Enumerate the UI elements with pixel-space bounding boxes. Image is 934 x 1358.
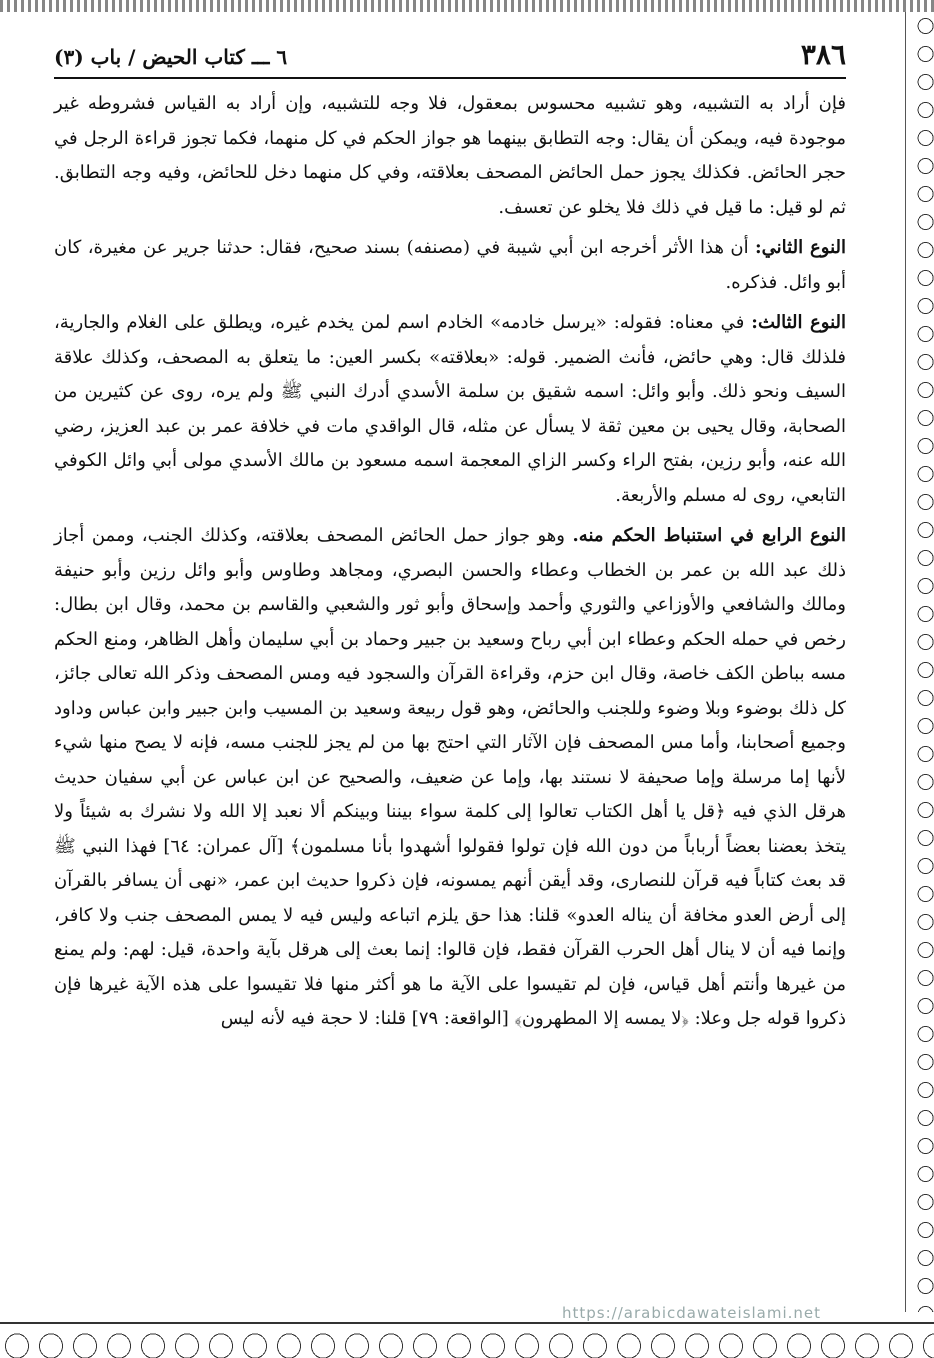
page-body bbox=[54, 38, 846, 1043]
watermark-url: https://arabicdawateislami.net bbox=[562, 1304, 822, 1322]
top-decorative-border bbox=[0, 0, 934, 12]
paragraph-text: في معناه: فقوله: «يرسل خادمه» الخادم اسم لمن يخدم غيره، ويطلق على الغلام والجارية، فلذلك قال: وهي حائض، فأنث الضمير. قوله: «بعلاقته» بكسر العين: ما يتعلق به المصحف، وكذلك علاقة السيف ونحو ذلك. وأبو وائل: اسمه شقيق بن سلمة الأسدي أدرك النبي ﷺ ولم يره، روى عن كثيرين من الصحابة، وقال يحيى بن معين ثقة لا يسأل عن مثله، قال الواقدي مات في خلافة عمر بن عبد العزيز، رضي الله عنه، وأبو رزين، بفتح الراء وكسر الزاي المعجمة اسمه مسعود بن مالك الأسدي مولى أبي وائل الكوفي التابعي، روى له مسلم والأربعة. bbox=[54, 312, 846, 506]
bottom-decorative-border bbox=[0, 1322, 934, 1358]
paragraph-text: فإن أراد به التشبيه، وهو تشبيه محسوس بمعقول، فلا وجه للتشبيه، وإن أراد به القياس فشروطه غير موجودة فيه، ويمكن أن يقال: وجه التطابق بينهما هو جواز الحكم في كل منهما، فكما تجوز قراءة الرجل في حجر الحائض. فكذلك يجوز حمل الحائض المصحف بعلاقته، وفي كل منهما دخل للحائض، وفيه وجه التطابق. ثم لو قيل: ما قيل في ذلك فلا يخلو عن تعسف. bbox=[54, 93, 846, 218]
paragraph-lead: النوع الثالث: bbox=[751, 312, 846, 333]
paragraph-2 bbox=[54, 231, 846, 300]
paragraph-lead: النوع الرابع في استنباط الحكم منه. bbox=[572, 525, 846, 546]
paragraph-4 bbox=[54, 519, 846, 1037]
paragraph-text: وهو جواز حمل الحائض المصحف بعلاقته، وكذلك الجنب، وممن أجاز ذلك عبد الله بن عمر بن الخطاب وعطاء والحسن البصري، ومجاهد وطاوس وأبو وائل رزين وأبو حنيفة ومالك والشافعي والأوزاعي والثوري وأحمد وإسحاق وأبو ثور والشعبي والقاسم بن محمد، وقال ابن بطال: رخص في حمله الحكم وعطاء ابن أبي رباح وسعيد بن جبير وحماد بن أبي سليمان وأهل الظاهر، ومنع الحكم مسه بباطن الكف خاصة، وقال ابن حزم، وقراءة القرآن والسجود فيه ومس المصحف وذكر الله تعالى جائز، كل ذلك بوضوء وبلا وضوء وللجنب والحائض، وهو قول ربيعة وسعيد بن المسيب وابن جبير وابن عباس وداود وجميع أصحابنا، وأما مس المصحف فإن الآثار التي احتج بها من لم يجز للجنب مسه، فإنه لا يصح منها شيء لأنها إما مرسلة وإما صحيفة لا نستند بها، وإما عن ضعيف، والصحيح عن ابن عباس عن أبي سفيان حديث هرقل الذي فيه ﴿قل يا أهل الكتاب تعالوا إلى كلمة سواء بيننا وبينكم ألا نعبد إلا الله ولا نشرك به شيئاً ولا يتخذ بعضنا بعضاً أرباباً من دون الله فإن تولوا فقولوا أشهدوا بأنا مسلمون﴾ [آل عمران: ٦٤] فهذا النبي ﷺ قد بعث كتاباً فيه قرآن للنصارى، وقد أيقن أنهم يمسونه، فإن ذكروا حديث ابن عمر، «نهى أن يسافر بالقرآن إلى أرض العدو مخافة أن يناله العدو» قلنا: هذا حق يلزم اتباعه وليس فيه لا يمس المصحف جنب ولا كافر، وإنما فيه أن لا ينال أهل الحرب القرآن فقط، فإن قالوا: إنما بعث إلى هرقل بآية واحدة، قيل: لهم: ولم يمنع من غيرها وأنتم أهل قياس، فإن لم تقيسوا على الآية ما هو أكثر منها فلا تقيسوا على هذه الآية غيرها فإن ذكروا قوله جل وعلا: ﴿لا يمسه إلا المطهرون﴾ [الواقعة: ٧٩] قلنا: لا حجة فيه لأنه ليس bbox=[54, 525, 846, 1029]
page-header bbox=[54, 38, 846, 79]
paragraph-lead: النوع الثاني: bbox=[755, 237, 846, 258]
side-decorative-border bbox=[905, 12, 934, 1312]
page-number: ٣٨٦ bbox=[800, 38, 846, 71]
paragraph-1 bbox=[54, 87, 846, 225]
paragraph-text: أن هذا الأثر أخرجه ابن أبي شيبة في (مصنفه) بسند صحيح، فقال: حدثنا جرير عن مغيرة، كان أبو وائل. فذكره. bbox=[54, 237, 846, 293]
paragraph-3 bbox=[54, 306, 846, 513]
chapter-title: ٦ ـــ كتاب الحيض / باب (٣) bbox=[54, 45, 288, 69]
